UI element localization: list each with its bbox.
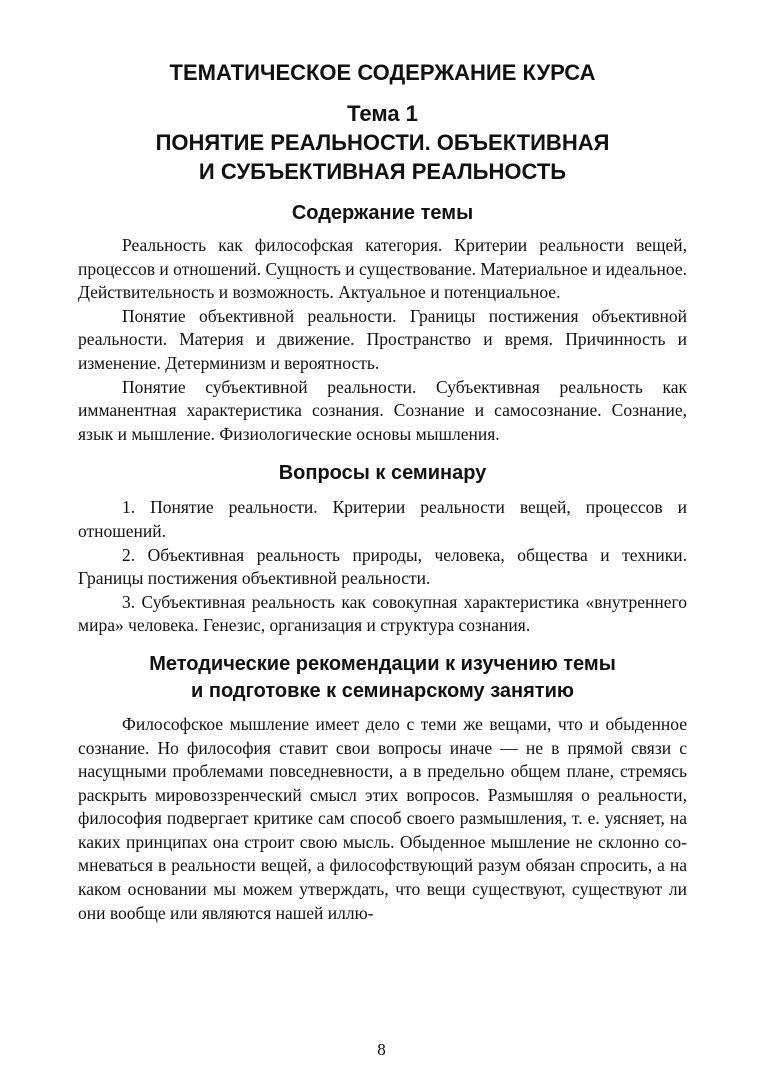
topic-label: Тема 1 bbox=[347, 101, 418, 126]
content-paragraph: Реальность как философская категория. Критерии реальности вещей, процессов и отношений. Сущность и существование. Материальное и идеальное. Действительность и возможность. Актуальное и потенциальное. bbox=[78, 235, 687, 303]
methods-heading-line-1: Методические рекомендации к изучению темы bbox=[149, 652, 616, 675]
methods-heading-line-2: и подготовке к семинарскому занятию bbox=[191, 679, 574, 702]
seminar-question: 1. Понятие реальности. Критерии реальности вещей, процессов и отношений. bbox=[78, 497, 687, 541]
content-paragraph: Понятие объективной реальности. Границы постижения объективной реальности. Материя и движение. Пространство и время. Причинность и изменение. Детерминизм и вероятность. bbox=[78, 305, 687, 373]
content-heading: Содержание темы bbox=[291, 202, 474, 224]
topic-title-line-1: ПОНЯТИЕ РЕАЛЬНОСТИ. ОБЪЕКТИВНАЯ bbox=[155, 130, 610, 155]
document-page bbox=[78, 52, 687, 925]
methods-paragraph: Философское мышление имеет дело с теми же вещами, что и обыденное сознание. Но философия ставит свои вопросы иначе — не в прямой связи с насущными проблемами повседневности, а в предельно общем плане, стремясь раскрыть мировоззренческий смысл этих вопросов. Размышляя о реальности, философия подвергает критике сам способ своего размышления, т. е. уясняет, на каких принципах она строит свою мысль. Обыденное мышление не склонно сомневаться в реальности вещей, а философствующий разум обязан спросить, а на каком основании мы можем утверждать, что вещи существуют, существуют ли они вообще или являются нашей иллю- bbox=[78, 713, 687, 923]
seminar-question: 3. Субъективная реальность как совокупная характеристика «внутреннего мира» человека. Генезис, организация и структура сознания. bbox=[78, 591, 687, 636]
content-paragraph: Понятие субъективной реальности. Субъективная реальность как имманентная характеристика сознания. Сознание и самосознание. Сознание, язык и мышление. Физиологические основы мышления. bbox=[78, 376, 687, 444]
seminar-questions-heading: Вопросы к семинару bbox=[278, 462, 487, 485]
page-number: 8 bbox=[377, 1040, 386, 1059]
seminar-question: 2. Объективная реальность природы, человека, общества и техники. Границы постижения объективной реальности. bbox=[78, 544, 687, 589]
methods-heading bbox=[78, 651, 687, 705]
course-content-heading: ТЕМАТИЧЕСКОЕ СОДЕРЖАНИЕ КУРСА bbox=[169, 60, 596, 85]
topic-title-line-2: И СУБЪЕКТИВНАЯ РЕАЛЬНОСТЬ bbox=[198, 159, 567, 184]
